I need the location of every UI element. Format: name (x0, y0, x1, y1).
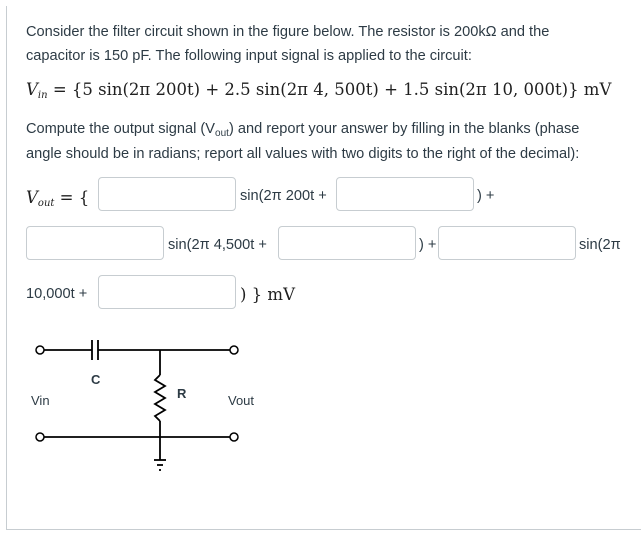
vout-bottom-terminal (230, 433, 238, 441)
capacitor-label: C (91, 372, 101, 387)
ohm-symbol: Ω (485, 24, 497, 40)
vout-lhs: $V_{out}$ = { (26, 188, 90, 209)
sin-4500-text: sin(2π 4,500t + (168, 237, 267, 253)
vin-bottom-terminal (36, 433, 44, 441)
closing-mv: ) } mV (240, 285, 295, 304)
compute-text-line2: angle should be in radians; report all values with two digits to the right of the decimal): (26, 146, 580, 162)
close-paren-1: ) + (477, 188, 495, 204)
term-10000-text: 10,000t + (26, 286, 88, 302)
vin-equation: $V_{in} = \{5$ sin(2π 200t) + 2.5 sin(2π 4, 500t) + 1.5 sin(2π 10, 000t)} mV (26, 80, 612, 101)
compute-text-line1: Compute the output signal $(V_{out})$ and report your answer by filling in the blanks (phase (26, 121, 580, 139)
question-text-line1: Consider the filter circuit shown in the figure below. The resistor is 200kΩ and the (26, 24, 550, 40)
vout-top-terminal (230, 346, 238, 354)
vin-top-terminal (36, 346, 44, 354)
sin-200-text: sin(2π 200t + (240, 188, 327, 204)
question-text-line2: capacitor is 150 pF. The following input signal is applied to the circuit: (26, 48, 472, 64)
resistor-zigzag (155, 375, 165, 421)
sin-2pi-text: sin(2π (579, 237, 621, 253)
vin-label: Vin (31, 393, 50, 408)
close-paren-2: ) + (419, 237, 437, 253)
resistor-label: R (177, 386, 187, 401)
vout-label: Vout (228, 393, 255, 408)
